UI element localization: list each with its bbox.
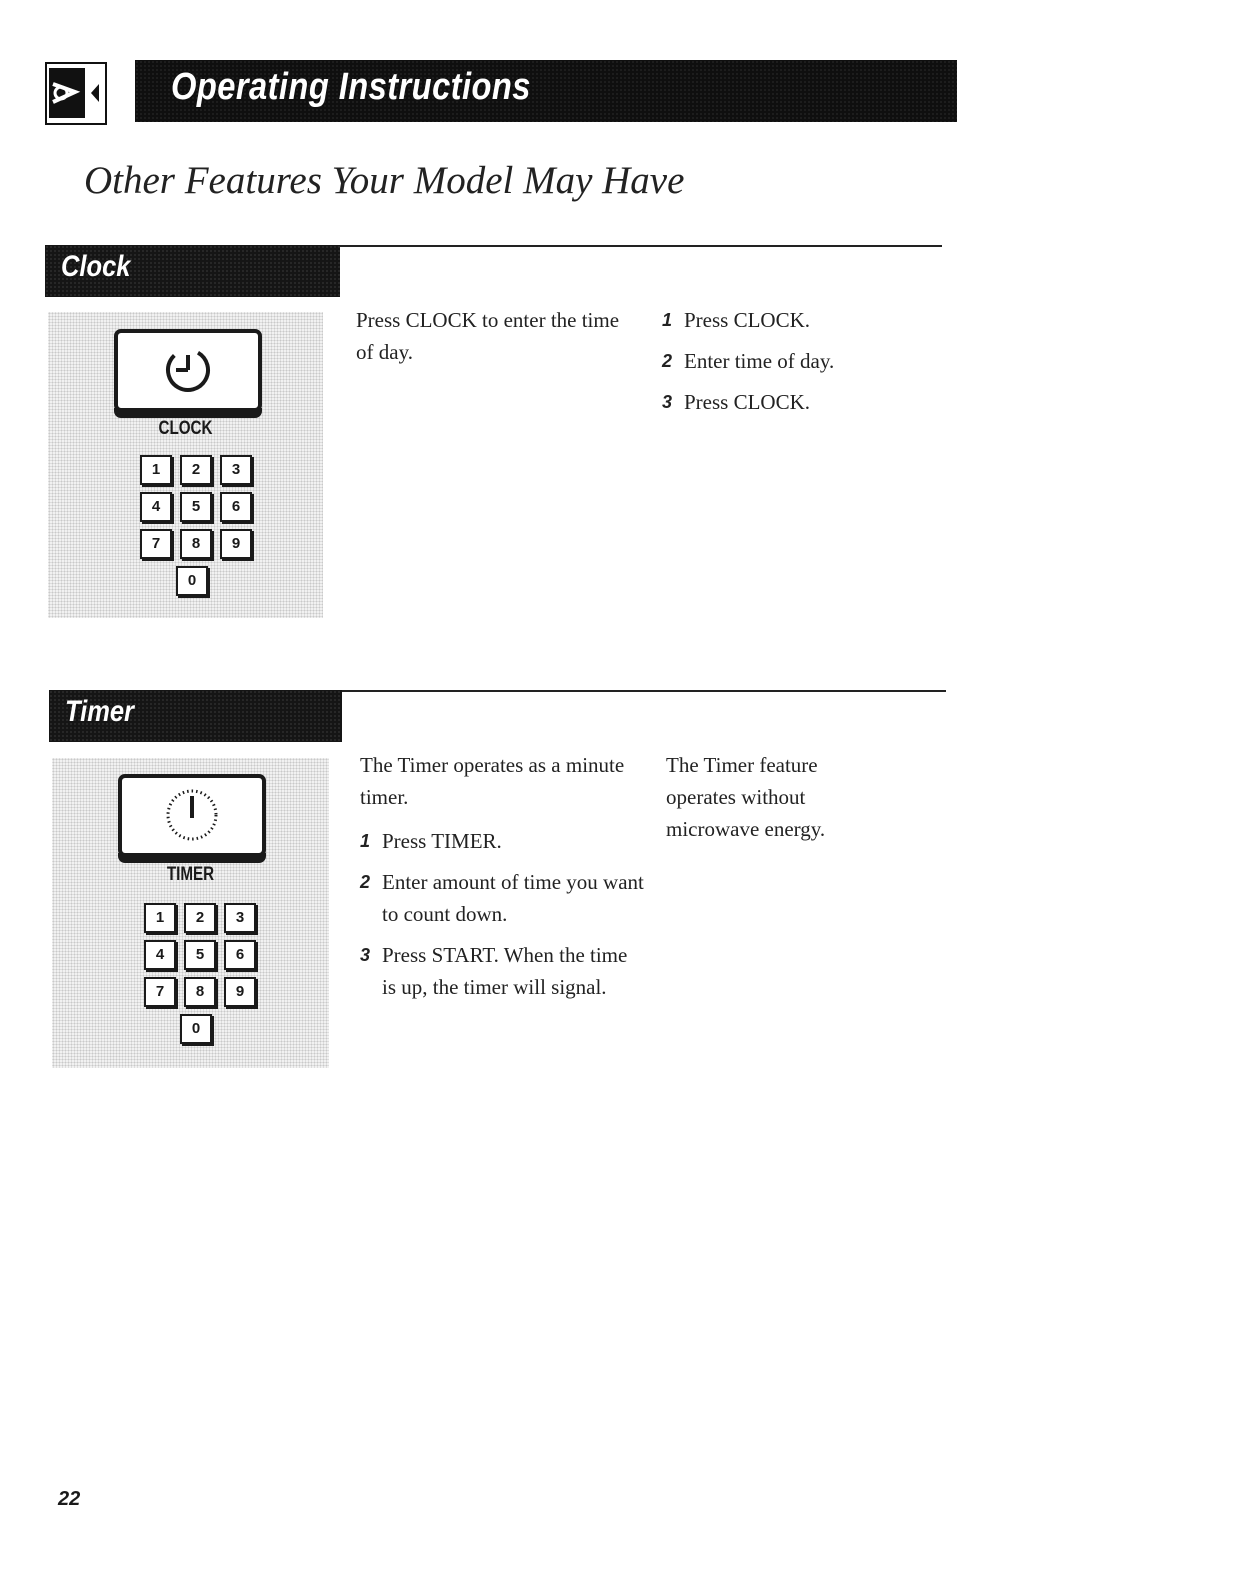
section-title: Clock bbox=[61, 250, 131, 283]
step-item bbox=[662, 386, 922, 418]
key-9[interactable]: 9 bbox=[220, 529, 252, 559]
step-text: Press TIMER. bbox=[382, 829, 502, 853]
clock-steps bbox=[662, 304, 922, 427]
key-2[interactable]: 2 bbox=[180, 455, 212, 485]
step-item bbox=[360, 825, 645, 857]
step-item bbox=[360, 939, 645, 1003]
key-5[interactable]: 5 bbox=[184, 940, 216, 970]
step-number: 1 bbox=[662, 310, 673, 330]
timer-button-label: TIMER bbox=[166, 864, 215, 885]
number-keypad bbox=[140, 455, 260, 603]
number-keypad bbox=[144, 903, 264, 1051]
timer-intro-text: The Timer operates as a minute timer. bbox=[360, 753, 625, 809]
key-8[interactable]: 8 bbox=[180, 529, 212, 559]
key-8[interactable]: 8 bbox=[184, 977, 216, 1007]
timer-control-panel bbox=[52, 758, 329, 1068]
section-header-clock bbox=[45, 245, 340, 297]
section-rule bbox=[342, 690, 946, 692]
key-4[interactable]: 4 bbox=[144, 940, 176, 970]
page-subtitle: Other Features Your Model May Have bbox=[84, 159, 685, 202]
timer-button[interactable] bbox=[118, 774, 266, 857]
key-7[interactable]: 7 bbox=[140, 529, 172, 559]
key-9[interactable]: 9 bbox=[224, 977, 256, 1007]
step-text: Press CLOCK. bbox=[684, 390, 811, 414]
section-rule bbox=[340, 245, 942, 247]
timer-dial-icon bbox=[122, 778, 262, 853]
step-number: 2 bbox=[662, 351, 673, 371]
microwave-manual-icon bbox=[45, 62, 107, 125]
clock-button-label: CLOCK bbox=[158, 418, 213, 439]
section-title: Timer bbox=[65, 695, 134, 728]
key-0[interactable]: 0 bbox=[176, 566, 208, 596]
step-number: 3 bbox=[662, 392, 673, 412]
step-text: Enter amount of time you want to count down. bbox=[382, 870, 644, 926]
step-number: 1 bbox=[360, 831, 371, 851]
key-1[interactable]: 1 bbox=[140, 455, 172, 485]
clock-button[interactable] bbox=[114, 329, 262, 412]
timer-note: The Timer feature operates without microwave energy. bbox=[666, 753, 826, 841]
clock-control-panel bbox=[48, 312, 323, 618]
clock-intro-text: Press CLOCK to enter the time of day. bbox=[356, 308, 620, 364]
header-title: Operating Instructions bbox=[171, 66, 531, 108]
step-number: 3 bbox=[360, 945, 371, 965]
key-0[interactable]: 0 bbox=[180, 1014, 212, 1044]
key-3[interactable]: 3 bbox=[224, 903, 256, 933]
timer-column bbox=[360, 749, 645, 1012]
key-3[interactable]: 3 bbox=[220, 455, 252, 485]
key-7[interactable]: 7 bbox=[144, 977, 176, 1007]
step-item bbox=[662, 304, 922, 336]
key-2[interactable]: 2 bbox=[184, 903, 216, 933]
page-number: 22 bbox=[58, 1488, 81, 1510]
key-6[interactable]: 6 bbox=[224, 940, 256, 970]
section-header-timer bbox=[49, 690, 342, 742]
header-banner bbox=[135, 60, 957, 122]
step-text: Press START. When the time is up, the timer will signal. bbox=[382, 943, 628, 999]
step-number: 2 bbox=[360, 872, 371, 892]
step-text: Enter time of day. bbox=[684, 349, 835, 373]
clock-icon bbox=[118, 333, 258, 408]
key-5[interactable]: 5 bbox=[180, 492, 212, 522]
step-text: Press CLOCK. bbox=[684, 308, 811, 332]
key-1[interactable]: 1 bbox=[144, 903, 176, 933]
step-item bbox=[662, 345, 922, 377]
key-6[interactable]: 6 bbox=[220, 492, 252, 522]
key-4[interactable]: 4 bbox=[140, 492, 172, 522]
step-item bbox=[360, 866, 645, 930]
